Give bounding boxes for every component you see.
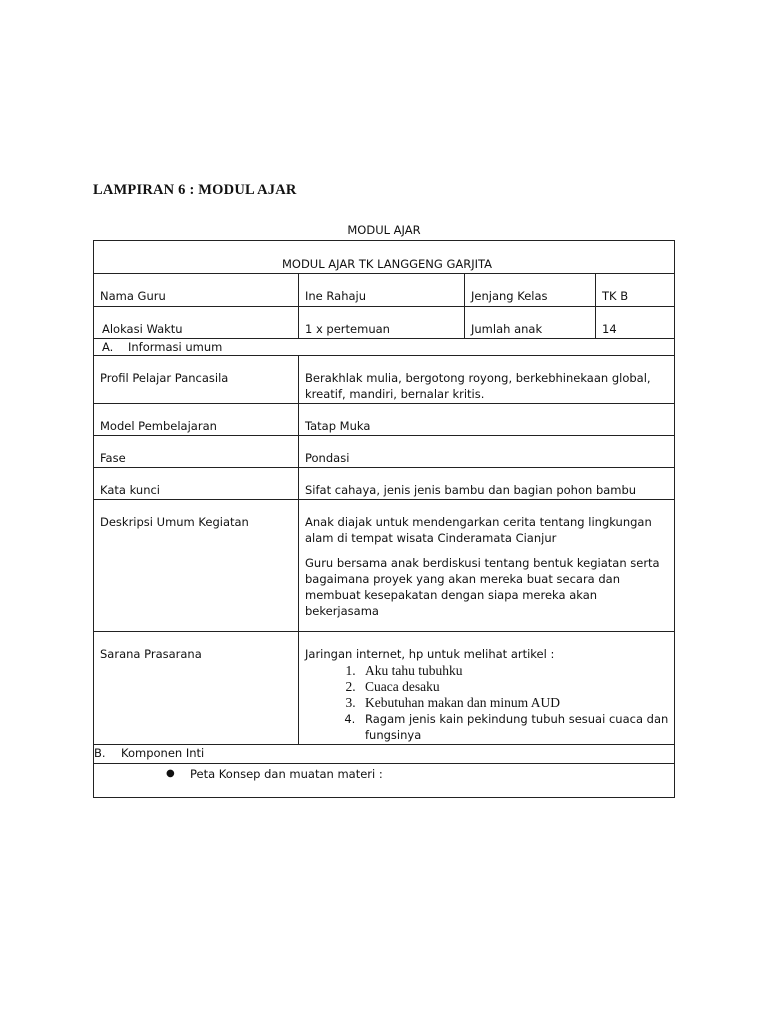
jumlah-anak-value: 14 bbox=[596, 307, 675, 339]
jumlah-anak-label: Jumlah anak bbox=[465, 307, 596, 339]
deskripsi-kegiatan-label: Deskripsi Umum Kegiatan bbox=[94, 500, 299, 632]
school-title: MODUL AJAR TK LANGGENG GARJITA bbox=[94, 241, 675, 274]
nama-guru-value: Ine Rahaju bbox=[299, 274, 465, 307]
jenjang-kelas-label: Jenjang Kelas bbox=[465, 274, 596, 307]
model-pembelajaran-value: Tatap Muka bbox=[299, 404, 675, 436]
alokasi-waktu-label: Alokasi Waktu bbox=[94, 307, 299, 339]
list-item: 4. Ragam jenis kain pekindung tubuh sesuai cuaca dan fungsinya bbox=[359, 711, 674, 743]
page-heading: LAMPIRAN 6 : MODUL AJAR bbox=[93, 182, 297, 198]
sarana-intro: Jaringan internet, hp untuk melihat artikel : bbox=[305, 647, 555, 661]
deskripsi-paragraph-2: Guru bersama anak berdiskusi tentang bentuk kegiatan serta bagaimana proyek yang akan mereka buat secara dan membuat kesepakatan dengan siapa mereka akan bekerjasama bbox=[305, 556, 660, 618]
list-item: 2. Cuaca desaku bbox=[359, 679, 674, 695]
peta-konsep-row bbox=[94, 764, 675, 798]
deskripsi-kegiatan-value bbox=[299, 500, 675, 632]
alokasi-waktu-value: 1 x pertemuan bbox=[299, 307, 465, 339]
section-a-header bbox=[94, 339, 675, 356]
section-b-marker: B. bbox=[94, 746, 106, 760]
kata-kunci-value: Sifat cahaya, jenis jenis bambu dan bagian pohon bambu bbox=[299, 468, 675, 500]
sarana-prasarana-value bbox=[299, 632, 675, 745]
document-title: MODUL AJAR bbox=[347, 223, 421, 237]
modul-ajar-table bbox=[93, 240, 675, 798]
profil-pelajar-value: Berakhlak mulia, bergotong royong, berkebhinekaan global, kreatif, mandiri, bernalar kritis. bbox=[299, 356, 675, 404]
deskripsi-paragraph-1: Anak diajak untuk mendengarkan cerita tentang lingkungan alam di tempat wisata Cinderamata Cianjur bbox=[305, 515, 652, 545]
section-a-title: Informasi umum bbox=[128, 340, 223, 354]
kata-kunci-label: Kata kunci bbox=[94, 468, 299, 500]
peta-konsep-text: Peta Konsep dan muatan materi : bbox=[190, 767, 383, 781]
sarana-list bbox=[305, 663, 674, 743]
sarana-prasarana-label: Sarana Prasarana bbox=[94, 632, 299, 745]
section-b-header bbox=[94, 745, 675, 764]
list-item: 1. Aku tahu tubuhku bbox=[359, 663, 674, 679]
model-pembelajaran-label: Model Pembelajaran bbox=[94, 404, 299, 436]
nama-guru-label: Nama Guru bbox=[94, 274, 299, 307]
section-a-marker: A. bbox=[102, 340, 114, 354]
profil-pelajar-label: Profil Pelajar Pancasila bbox=[94, 356, 299, 404]
fase-value: Pondasi bbox=[299, 436, 675, 468]
list-item: 3. Kebutuhan makan dan minum AUD bbox=[359, 695, 674, 711]
fase-label: Fase bbox=[94, 436, 299, 468]
list-item bbox=[94, 766, 674, 782]
jenjang-kelas-value: TK B bbox=[596, 274, 675, 307]
bullet-icon: ● bbox=[166, 768, 175, 779]
section-b-title: Komponen Inti bbox=[121, 746, 205, 760]
